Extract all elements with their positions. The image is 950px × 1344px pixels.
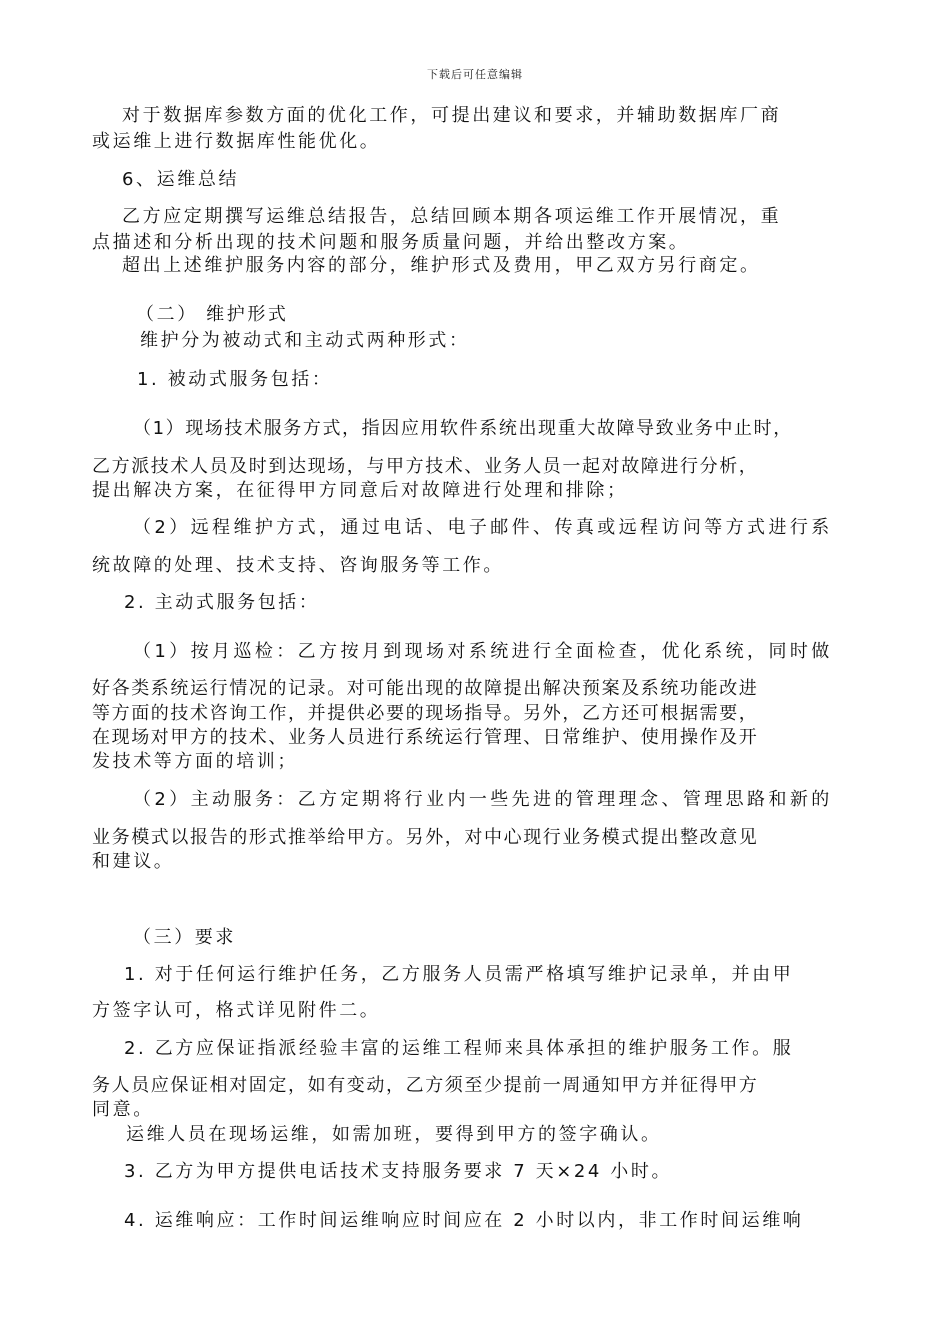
paragraph-line: 在现场对甲方的技术、业务人员进行系统运行管理、日常维护、使用操作及开 (92, 727, 759, 748)
paragraph-line: 发技术等方面的培训； (92, 751, 298, 772)
paragraph-line: 4. 运维响应：工作时间运维响应时间应在 2 小时以内，非工作时间运维响 (124, 1210, 804, 1231)
paragraph-line: 运维人员在现场运维，如需加班，要得到甲方的签字确认。 (126, 1124, 662, 1145)
paragraph-line: 乙方派技术人员及时到达现场，与甲方技术、业务人员一起对故障进行分析， (92, 456, 759, 477)
section-heading: 6、运维总结 (122, 169, 240, 190)
paragraph-line: （1）现场技术服务方式，指因应用软件系统出现重大故障导致业务中止时， (133, 418, 793, 439)
paragraph-line: 3. 乙方为甲方提供电话技术支持服务要求 7 天×24 小时。 (124, 1161, 673, 1182)
section-heading: （二） 维护形式 (136, 304, 289, 325)
paragraph-line: 和建议。 (92, 851, 175, 872)
paragraph-line: （1）按月巡检：乙方按月到现场对系统进行全面检查，优化系统，同时做 (133, 641, 833, 662)
paragraph-line: 统故障的处理、技术支持、咨询服务等工作。 (92, 555, 504, 576)
paragraph-line: 点描述和分析出现的技术问题和服务质量问题，并给出整改方案。 (92, 232, 690, 253)
paragraph-line: 乙方应定期撰写运维总结报告，总结回顾本期各项运维工作开展情况，重 (122, 206, 782, 227)
paragraph-line: 或运维上进行数据库性能优化。 (92, 131, 381, 152)
paragraph-line: （2）远程维护方式，通过电话、电子邮件、传真或远程访问等方式进行系 (133, 517, 833, 538)
paragraph-line: 提出解决方案，在征得甲方同意后对故障进行处理和排除； (92, 480, 628, 501)
paragraph-line: 维护分为被动式和主动式两种形式： (140, 330, 470, 351)
subsection-heading: 1. 被动式服务包括： (137, 369, 333, 390)
paragraph-line: （2）主动服务：乙方定期将行业内一些先进的管理理念、管理思路和新的 (133, 789, 833, 810)
page-header: 下载后可任意编辑 (427, 68, 523, 81)
paragraph-line: 好各类系统运行情况的记录。对可能出现的故障提出解决预案及系统功能改进 (92, 678, 759, 699)
paragraph-line: 务人员应保证相对固定，如有变动，乙方须至少提前一周通知甲方并征得甲方 (92, 1075, 759, 1096)
paragraph-line: 1. 对于任何运行维护任务，乙方服务人员需严格填写维护记录单，并由甲 (124, 964, 794, 985)
paragraph-line: 超出上述维护服务内容的部分，维护形式及费用，甲乙双方另行商定。 (122, 255, 761, 276)
paragraph-line: 同意。 (92, 1099, 154, 1120)
paragraph-line: 等方面的技术咨询工作，并提供必要的现场指导。另外，乙方还可根据需要， (92, 703, 759, 724)
paragraph-line: 方签字认可，格式详见附件二。 (92, 1000, 381, 1021)
paragraph-line: 对于数据库参数方面的优化工作，可提出建议和要求，并辅助数据库厂商 (122, 105, 782, 126)
section-heading: （三）要求 (133, 927, 236, 948)
paragraph-line: 2. 乙方应保证指派经验丰富的运维工程师来具体承担的维护服务工作。服 (124, 1038, 794, 1059)
paragraph-line: 业务模式以报告的形式推举给甲方。另外，对中心现行业务模式提出整改意见 (92, 827, 759, 848)
subsection-heading: 2. 主动式服务包括： (124, 592, 320, 613)
